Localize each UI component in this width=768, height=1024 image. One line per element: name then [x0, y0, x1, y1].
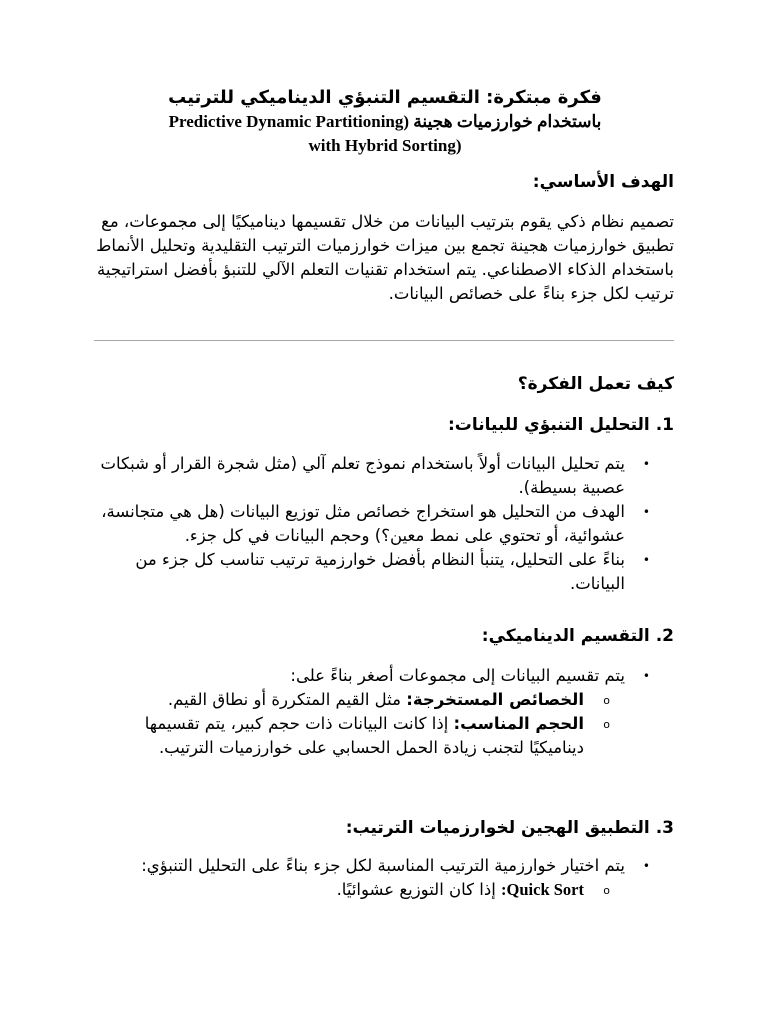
sub-bullet-icon: o — [603, 694, 610, 707]
section-3-sublist — [94, 878, 625, 902]
section-2-title: التقسيم الديناميكي: — [481, 626, 650, 646]
how-heading: كيف تعمل الفكرة؟ — [517, 374, 674, 394]
section-2-heading — [482, 624, 674, 648]
sub-item-term: Quick Sort: — [501, 880, 584, 899]
sub-bullet-icon: o — [603, 884, 610, 897]
sub-list-item — [94, 712, 625, 760]
sub-bullet-icon: o — [603, 718, 610, 731]
bullet-icon: • — [642, 859, 650, 873]
list-item — [94, 854, 674, 902]
document-title — [95, 86, 675, 158]
section-1-list — [94, 452, 674, 596]
list-item — [94, 452, 674, 500]
sub-item-text: إذا كان التوزيع عشوائيًا. — [336, 880, 502, 899]
title-line-1: فكرة مبتكرة: التقسيم التنبؤي الديناميكي للترتيب — [168, 87, 602, 108]
goal-heading: الهدف الأساسي: — [532, 172, 674, 192]
title-line-3: (with Hybrid Sorting — [308, 136, 462, 155]
section-3-title: التطبيق الهجين لخوارزميات الترتيب: — [345, 818, 650, 838]
sub-item-term: الخصائص المستخرجة: — [406, 690, 584, 709]
section-2-list — [94, 664, 674, 760]
section-2-sublist — [94, 688, 625, 760]
list-item — [94, 548, 674, 596]
sub-list-item — [94, 688, 625, 712]
bullet-icon: • — [642, 457, 650, 471]
list-item-text: يتم تقسيم البيانات إلى مجموعات أصغر بناءً على: — [290, 666, 625, 685]
list-item-text: يتم تحليل البيانات أولاً باستخدام نموذج تعلم آلي (مثل شجرة القرار أو شبكات عصبية بسيطة). — [100, 454, 625, 497]
section-3-list — [94, 854, 674, 902]
list-item — [94, 500, 674, 548]
bullet-icon: • — [642, 505, 650, 519]
sub-item-text: إذا كانت البيانات ذات حجم كبير، يتم تقسيمها ديناميكيًا لتجنب زيادة الحمل الحسابي على خوارزميات الترتيب. — [144, 714, 584, 757]
goal-paragraph: تصميم نظام ذكي يقوم بترتيب البيانات من خلال تقسيمها ديناميكيًا إلى مجموعات، مع تطبيق خوارزميات هجينة تجمع بين ميزات خوارزميات الترتيب التقليدية وتحليل الأنماط باستخدام الذكاء الاصطناعي. يتم استخدام تقنيات التعلم الآلي للتنبؤ بأفضل استراتيجية ترتيب لكل جزء بناءً على خصائص البيانات. — [96, 212, 674, 303]
horizontal-divider — [94, 340, 674, 341]
sub-item-text: مثل القيم المتكررة أو نطاق القيم. — [167, 690, 407, 709]
section-1-number: 1. — [655, 415, 674, 435]
list-item-text: بناءً على التحليل، يتنبأ النظام بأفضل خوارزمية ترتيب تناسب كل جزء من البيانات. — [135, 550, 625, 593]
bullet-icon: • — [642, 553, 650, 567]
section-1-title: التحليل التنبؤي للبيانات: — [447, 415, 650, 435]
bullet-icon: • — [642, 669, 650, 683]
section-3-heading — [346, 816, 674, 840]
sub-item-term: الحجم المناسب: — [453, 714, 584, 733]
section-1-heading — [448, 413, 674, 437]
list-item-text: الهدف من التحليل هو استخراج خصائص مثل توزيع البيانات (هل هي متجانسة، عشوائية، أو تحتوي على نمط معين؟) وحجم البيانات في كل جزء. — [101, 502, 625, 545]
list-item-text: يتم اختيار خوارزمية الترتيب المناسبة لكل جزء بناءً على التحليل التنبؤي: — [141, 856, 625, 875]
sub-list-item — [94, 878, 625, 902]
section-3-number: 3. — [655, 818, 674, 838]
title-line-2: باستخدام خوارزميات هجينة (Predictive Dynamic Partitioning — [168, 112, 602, 131]
section-2-number: 2. — [655, 626, 674, 646]
list-item — [94, 664, 674, 760]
